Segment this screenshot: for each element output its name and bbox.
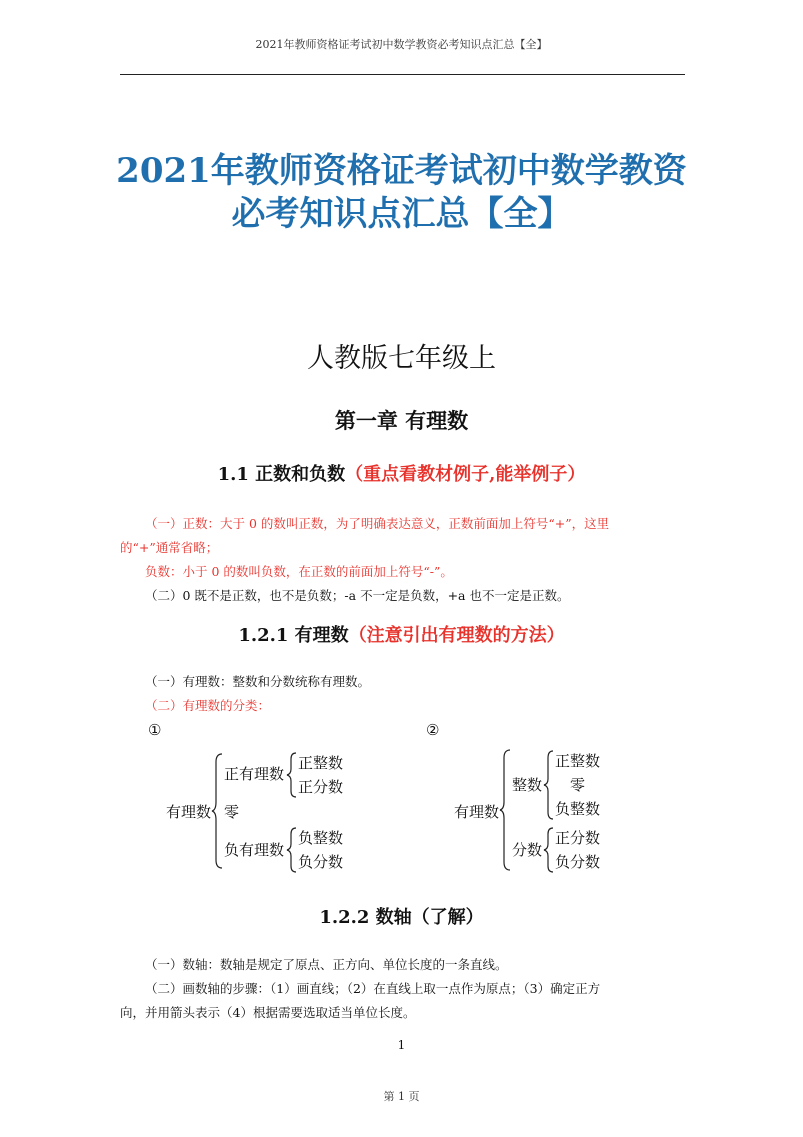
method-2-integer-brace xyxy=(544,750,554,820)
method-1-positive-brace xyxy=(287,752,297,798)
page-number: 1 xyxy=(397,1038,406,1052)
method-1-negative: 负有理数 xyxy=(224,841,285,859)
section-1-2-2-body xyxy=(120,953,686,1025)
method-2-root: 有理数 xyxy=(454,803,500,821)
section-1-1-label: 1.1 正数和负数 xyxy=(217,464,346,485)
document-title xyxy=(60,150,743,236)
title-line-1: 2021年教师资格证考试初中数学教资 xyxy=(116,151,687,191)
section-1-2-1-body xyxy=(120,670,686,718)
method-2-negative-integer: 负整数 xyxy=(555,800,601,818)
section-1-1-note: （重点看教材例子,能举例子） xyxy=(345,464,586,485)
header-rule xyxy=(120,74,685,75)
method-1-positive: 正有理数 xyxy=(224,765,285,783)
method-1-negative-brace xyxy=(287,827,297,873)
rational-definition: （一）有理数：整数和分数统称有理数。 xyxy=(145,674,371,689)
zero-note: （二）0 既不是正数，也不是负数；-a 不一定是负数，+a 也不一定是正数。 xyxy=(145,588,570,603)
number-line-steps-line-2: 向，并用箭头表示（4）根据需要选取适当单位长度。 xyxy=(120,1005,416,1020)
method-1-root: 有理数 xyxy=(166,803,212,821)
chapter-heading: 第一章 有理数 xyxy=(334,408,469,433)
method-2-negative-fraction: 负分数 xyxy=(555,853,601,871)
method-1-negative-integer: 负整数 xyxy=(298,829,344,847)
section-1-1-heading xyxy=(0,461,803,489)
number-line-definition: （一）数轴：数轴是规定了原点、正方向、单位长度的一条直线。 xyxy=(145,957,508,972)
method-1-negative-fraction: 负分数 xyxy=(298,853,344,871)
section-1-2-1-heading xyxy=(0,622,803,650)
positive-def-line-2: 的“+”通常省略； xyxy=(120,540,219,555)
method-1-zero: 零 xyxy=(224,803,240,821)
page-footer: 第 1 页 xyxy=(383,1090,420,1103)
title-line-2: 必考知识点汇总【全】 xyxy=(231,194,572,234)
positive-def-line-1: （一）正数：大于 0 的数叫正数，为了明确表达意义，正数前面加上符号“+”，这里 xyxy=(145,516,610,531)
method-2-fraction-brace xyxy=(544,827,554,873)
method-1-positive-fraction: 正分数 xyxy=(298,778,344,796)
method-2-positive-fraction: 正分数 xyxy=(555,829,601,847)
method-2-positive-integer: 正整数 xyxy=(555,752,601,770)
edition-heading: 人教版七年级上 xyxy=(307,343,496,374)
method-2-zero: 零 xyxy=(570,776,586,794)
method-2-marker: ② xyxy=(426,721,440,739)
rational-classification-label: （二）有理数的分类： xyxy=(145,698,271,713)
running-header: 2021年教师资格证考试初中数学教资必考知识点汇总【全】 xyxy=(255,38,548,51)
number-line-steps-line-1: （二）画数轴的步骤：（1）画直线；（2）在直线上取一点作为原点；（3）确定正方 xyxy=(145,981,601,996)
method-1-positive-integer: 正整数 xyxy=(298,754,344,772)
method-2-main-brace xyxy=(500,748,512,872)
section-1-2-2-heading: 1.2.2 数轴（了解） xyxy=(319,907,484,928)
negative-number-definition: 负数：小于 0 的数叫负数，在正数的前面加上符号“-”。 xyxy=(145,564,453,579)
method-1-main-brace xyxy=(212,752,224,870)
method-2-integer: 整数 xyxy=(512,776,543,794)
method-1-marker: ① xyxy=(148,721,162,739)
section-1-1-body xyxy=(120,512,686,608)
section-1-2-1-note: （注意引出有理数的方法） xyxy=(348,625,565,646)
method-2-fraction: 分数 xyxy=(512,841,543,859)
section-1-2-1-label: 1.2.1 有理数 xyxy=(238,625,349,646)
positive-number-definition xyxy=(120,512,686,536)
